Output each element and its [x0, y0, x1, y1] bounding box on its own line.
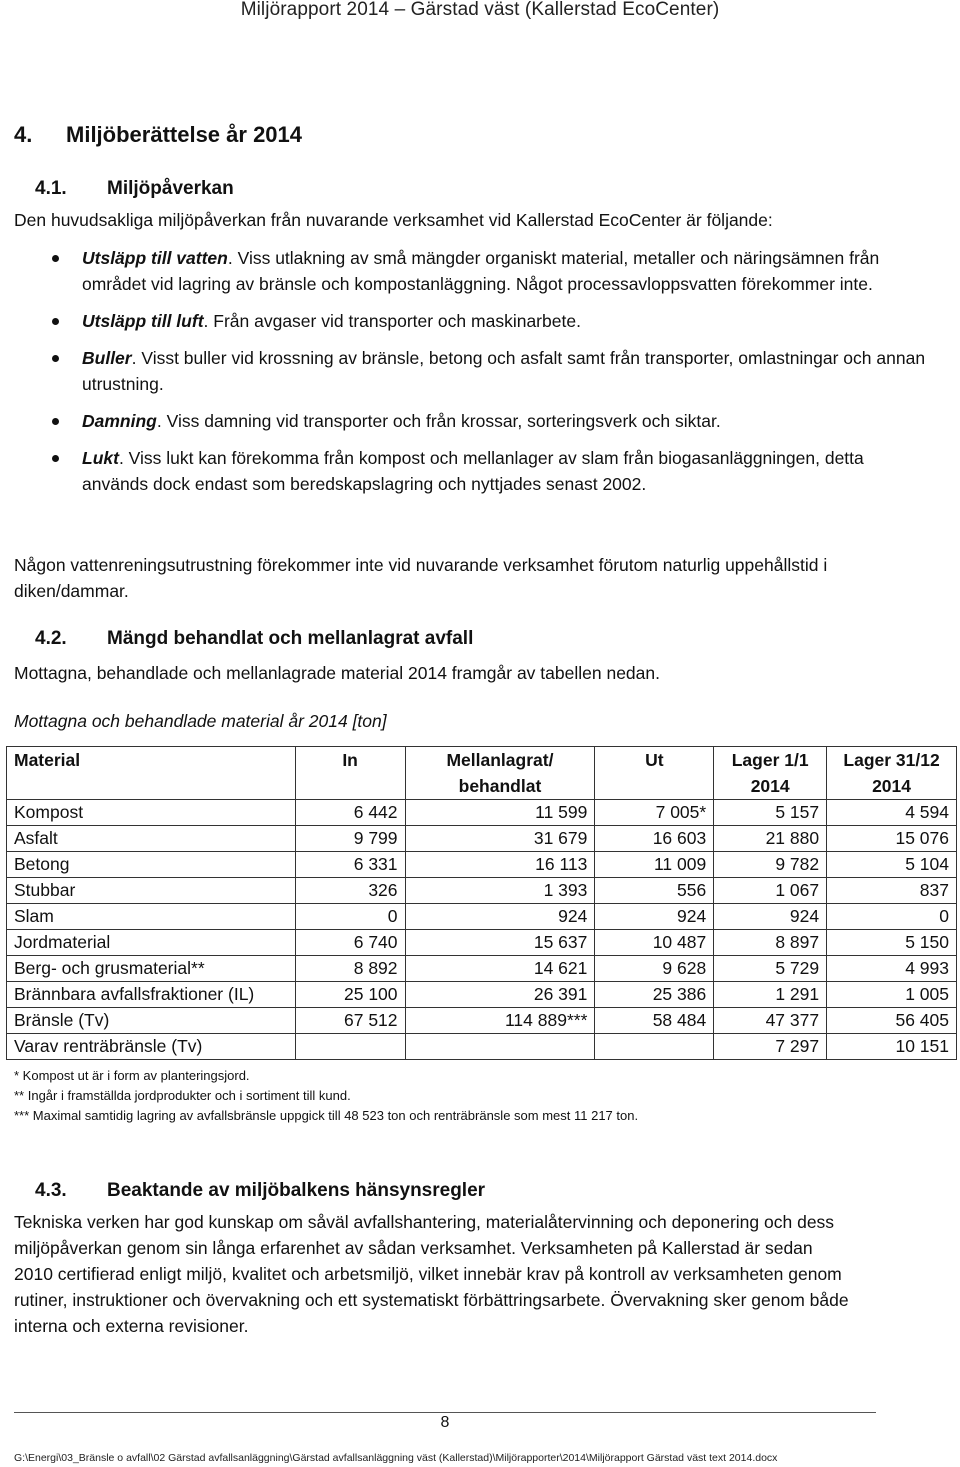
material-name-cell: Slam — [7, 904, 296, 930]
value-cell: 5 150 — [827, 930, 957, 956]
value-cell: 6 740 — [295, 930, 405, 956]
bullet-icon — [52, 255, 59, 262]
item-term: Damning — [82, 411, 157, 431]
item-text: . Viss lukt kan förekomma från kompost och mellanlager av slam från biogasanläggningen, detta används dock endast som beredskapslagring och nyttjades senast 2002. — [82, 448, 864, 494]
material-name-cell: Bränsle (Tv) — [7, 1008, 296, 1034]
table-row — [7, 1008, 957, 1034]
material-name-cell: Asfalt — [7, 826, 296, 852]
value-cell: 0 — [827, 904, 957, 930]
material-name-cell: Kompost — [7, 800, 296, 826]
section-title: Miljöberättelse år 2014 — [66, 122, 303, 147]
material-name-cell: Jordmaterial — [7, 930, 296, 956]
table-footnotes — [14, 1066, 638, 1126]
material-name-cell: Stubbar — [7, 878, 296, 904]
impact-list — [14, 245, 934, 508]
section-heading-4 — [14, 122, 302, 148]
closing-paragraph: Någon vattenreningsutrustning förekommer inte vid nuvarande verksamhet förutom naturlig uppehållstid i diken/dammar. — [14, 555, 828, 601]
table-row — [7, 826, 957, 852]
value-cell: 14 621 — [405, 956, 595, 982]
bullet-icon — [52, 355, 59, 362]
footer-divider — [14, 1412, 876, 1413]
subsection-title: Miljöpåverkan — [107, 178, 234, 199]
value-cell: 25 386 — [595, 982, 714, 1008]
table-row — [7, 956, 957, 982]
column-header: Lager 1/1 2014 — [714, 747, 827, 800]
value-cell: 9 782 — [714, 852, 827, 878]
value-cell: 7 297 — [714, 1034, 827, 1060]
item-term: Utsläpp till luft — [82, 311, 204, 331]
material-name-cell: Brännbara avfallsfraktioner (IL) — [7, 982, 296, 1008]
value-cell: 25 100 — [295, 982, 405, 1008]
column-header: Mellanlagrat/ behandlat — [405, 747, 595, 800]
value-cell: 924 — [595, 904, 714, 930]
subsection-number: 4.1. — [35, 178, 67, 199]
list-item — [14, 445, 934, 497]
value-cell: 67 512 — [295, 1008, 405, 1034]
bullet-icon — [52, 455, 59, 462]
value-cell: 15 076 — [827, 826, 957, 852]
value-cell: 8 892 — [295, 956, 405, 982]
value-cell — [405, 1034, 595, 1060]
list-item — [14, 408, 934, 434]
item-term: Utsläpp till vatten — [82, 248, 228, 268]
considerations-paragraph: Tekniska verken har god kunskap om såväl avfallshantering, materialåtervinning och deponering och dess miljöpåverkan genom sin långa erfarenhet av sådan verksamhet. Verksamheten på Kallerstad är sedan 2010 certifierad enligt miljö, kvalitet och arbetsmiljö, vilket innebär krav på kontroll av verksamheten genom rutiner, instruktioner och övervakning och ett systematiskt förbättringsarbete. Övervakning sker genom både interna och externa revisioner. — [14, 1212, 849, 1336]
value-cell: 15 637 — [405, 930, 595, 956]
column-header: In — [295, 747, 405, 800]
value-cell: 11 009 — [595, 852, 714, 878]
bullet-icon — [52, 318, 59, 325]
value-cell: 9 799 — [295, 826, 405, 852]
table-row — [7, 878, 957, 904]
value-cell: 326 — [295, 878, 405, 904]
table-row — [7, 904, 957, 930]
value-cell: 8 897 — [714, 930, 827, 956]
table-row — [7, 982, 957, 1008]
value-cell — [295, 1034, 405, 1060]
table-header-row — [7, 747, 957, 800]
subsection-heading-4-2 — [35, 628, 473, 650]
subsection-heading-4-1 — [35, 178, 234, 200]
item-text: . Från avgaser vid transporter och maskinarbete. — [203, 311, 581, 331]
list-item — [14, 308, 934, 334]
value-cell: 1 067 — [714, 878, 827, 904]
value-cell: 556 — [595, 878, 714, 904]
value-cell: 1 291 — [714, 982, 827, 1008]
value-cell: 1 005 — [827, 982, 957, 1008]
subsection-heading-4-3 — [35, 1180, 485, 1202]
footnote: ** Ingår i framställda jordprodukter och i sortiment till kund. — [14, 1088, 351, 1103]
running-header: Miljörapport 2014 – Gärstad väst (Kallerstad EcoCenter) — [240, 0, 720, 20]
value-cell: 31 679 — [405, 826, 595, 852]
value-cell: 26 391 — [405, 982, 595, 1008]
value-cell: 58 484 — [595, 1008, 714, 1034]
table-row — [7, 930, 957, 956]
value-cell: 47 377 — [714, 1008, 827, 1034]
table-row — [7, 1034, 957, 1060]
bullet-icon — [52, 418, 59, 425]
table-body — [7, 800, 957, 1060]
material-name-cell: Berg- och grusmaterial** — [7, 956, 296, 982]
list-item — [14, 345, 934, 397]
table-row — [7, 852, 957, 878]
value-cell: 10 487 — [595, 930, 714, 956]
subsection-title: Mängd behandlat och mellanlagrat avfall — [107, 628, 474, 649]
value-cell: 10 151 — [827, 1034, 957, 1060]
item-text: . Viss utlakning av små mängder organiskt material, metaller och näringsämnen från området vid lagring av bränsle och kompostanläggning. Något processavloppsvatten förekommer inte. — [82, 248, 880, 294]
value-cell: 56 405 — [827, 1008, 957, 1034]
value-cell: 6 331 — [295, 852, 405, 878]
value-cell — [595, 1034, 714, 1060]
subsection-number: 4.2. — [35, 628, 67, 649]
list-item — [14, 245, 934, 297]
value-cell: 5 729 — [714, 956, 827, 982]
file-path: G:\Energi\03_Bränsle o avfall\02 Gärstad avfallsanläggning\Gärstad avfallsanläggning väst (Kallerstad)\Miljörapporter\2014\Miljörapport Gärstad väst text 2014.docx — [14, 1452, 778, 1464]
value-cell: 1 393 — [405, 878, 595, 904]
page-number: 8 — [440, 1414, 450, 1431]
column-header: Ut — [595, 747, 714, 800]
table-caption: Mottagna och behandlade material år 2014 [ton] — [14, 711, 387, 731]
value-cell: 837 — [827, 878, 957, 904]
column-header: Lager 31/12 2014 — [827, 747, 957, 800]
item-text: . Visst buller vid krossning av bränsle, betong och asfalt samt från transporter, omlastningar och annan utrustning. — [82, 348, 926, 394]
value-cell: 924 — [714, 904, 827, 930]
value-cell: 16 113 — [405, 852, 595, 878]
item-term: Lukt — [82, 448, 119, 468]
value-cell: 21 880 — [714, 826, 827, 852]
footnote: * Kompost ut är i form av planteringsjord. — [14, 1068, 250, 1083]
value-cell: 7 005* — [595, 800, 714, 826]
value-cell: 5 104 — [827, 852, 957, 878]
table-row — [7, 800, 957, 826]
item-term: Buller — [82, 348, 132, 368]
value-cell: 924 — [405, 904, 595, 930]
footnote: *** Maximal samtidig lagring av avfallsbränsle uppgick till 48 523 ton och renträbränsle som mest 11 217 ton. — [14, 1108, 639, 1123]
material-name-cell: Varav renträbränsle (Tv) — [7, 1034, 296, 1060]
subsection-number: 4.3. — [35, 1180, 67, 1201]
value-cell: 16 603 — [595, 826, 714, 852]
intro-paragraph: Den huvudsakliga miljöpåverkan från nuvarande verksamhet vid Kallerstad EcoCenter är följande: — [14, 210, 773, 230]
value-cell: 0 — [295, 904, 405, 930]
value-cell: 9 628 — [595, 956, 714, 982]
section-number: 4. — [14, 122, 33, 147]
value-cell: 5 157 — [714, 800, 827, 826]
material-name-cell: Betong — [7, 852, 296, 878]
item-text: . Viss damning vid transporter och från krossar, sorteringsverk och siktar. — [156, 411, 721, 431]
value-cell: 114 889*** — [405, 1008, 595, 1034]
value-cell: 4 594 — [827, 800, 957, 826]
table-intro-paragraph: Mottagna, behandlade och mellanlagrade material 2014 framgår av tabellen nedan. — [14, 663, 660, 683]
value-cell: 11 599 — [405, 800, 595, 826]
value-cell: 6 442 — [295, 800, 405, 826]
materials-table — [6, 746, 957, 1060]
subsection-title: Beaktande av miljöbalkens hänsynsregler — [107, 1180, 486, 1201]
value-cell: 4 993 — [827, 956, 957, 982]
column-header: Material — [7, 747, 296, 800]
